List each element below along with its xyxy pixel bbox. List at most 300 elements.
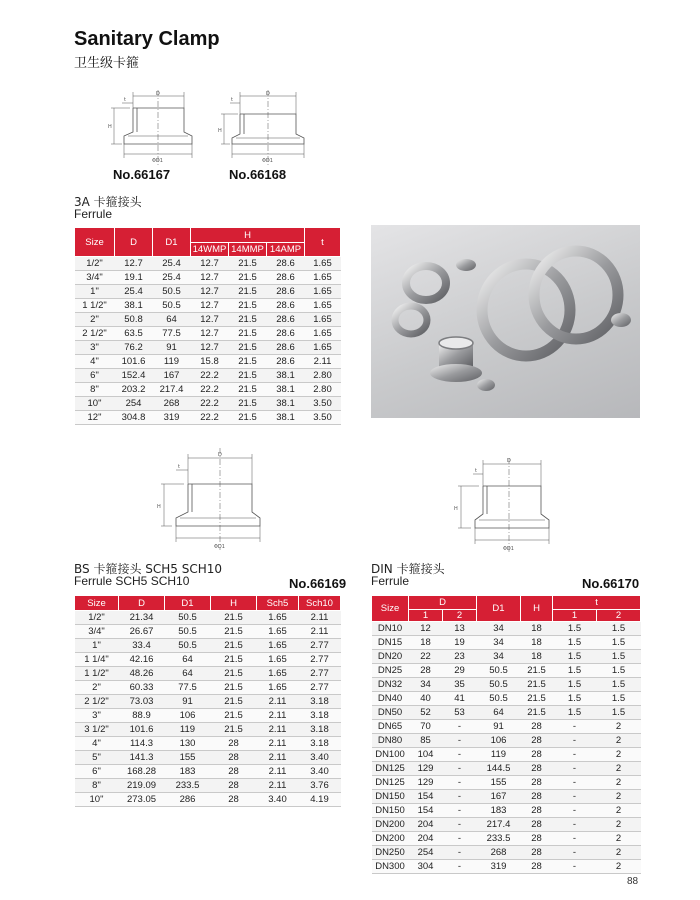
table-cell: 167: [153, 369, 191, 383]
table-cell: 1.65: [305, 271, 341, 285]
col-header-d1: D1: [477, 596, 521, 622]
dim-label-d1: ΦD1: [214, 544, 225, 550]
table-cell: 3.40: [257, 793, 299, 807]
table-cell: 2.11: [257, 751, 299, 765]
dim-label-t: t: [475, 468, 477, 474]
model-number-66170: No.66170: [582, 576, 640, 591]
table-cell: 1.65: [257, 653, 299, 667]
table-cell: 233.5: [165, 779, 211, 793]
table-cell: -: [443, 818, 477, 832]
table-cell: 1.65: [257, 625, 299, 639]
table-cell: 50.5: [165, 611, 211, 625]
table-cell: 21.5: [211, 681, 257, 695]
table-cell: 1.5: [597, 692, 641, 706]
table-cell: 144.5: [477, 762, 521, 776]
table-cell: 3 1/2": [75, 723, 119, 737]
table-cell: 91: [477, 720, 521, 734]
table-cell: 21.5: [229, 341, 267, 355]
section-din-title-cn: DIN 卡箍接头: [371, 562, 445, 576]
table-cell: 2.11: [305, 355, 341, 369]
dim-label-t: t: [124, 97, 126, 103]
table-cell: 12": [75, 411, 115, 425]
table-row: [75, 327, 341, 341]
table-cell: 19.1: [115, 271, 153, 285]
table-cell: 28: [211, 779, 257, 793]
table-cell: 3.18: [299, 709, 341, 723]
table-cell: 18: [521, 650, 553, 664]
dim-label-d: D: [156, 91, 160, 97]
dim-label-d1: ΦD1: [503, 546, 514, 552]
table-cell: 2: [597, 762, 641, 776]
col-header-h: H: [211, 596, 257, 611]
table-row: [75, 285, 341, 299]
table-cell: 50.5: [165, 625, 211, 639]
table-cell: 28.6: [267, 327, 305, 341]
table-cell: 19: [443, 636, 477, 650]
table-row: [75, 271, 341, 285]
table-cell: 91: [165, 695, 211, 709]
product-photo-illustration: [371, 225, 640, 418]
table-row: [75, 709, 341, 723]
table-row: [75, 681, 341, 695]
table-row: [372, 664, 641, 678]
table-cell: DN32: [372, 678, 409, 692]
table-cell: 155: [165, 751, 211, 765]
table-cell: 21.5: [211, 695, 257, 709]
table-row: [75, 299, 341, 313]
table-cell: 3.50: [305, 397, 341, 411]
table-cell: 53: [443, 706, 477, 720]
col-header-14mmp: 14MMP: [229, 243, 267, 257]
table-cell: 28.6: [267, 285, 305, 299]
table-cell: 21.5: [229, 355, 267, 369]
dim-label-d: D: [266, 91, 270, 97]
table-cell: 304: [409, 860, 443, 874]
table-cell: 77.5: [165, 681, 211, 695]
table-row: [75, 793, 341, 807]
table-cell: -: [553, 818, 597, 832]
table-cell: 1.5: [553, 692, 597, 706]
table-cell: 28: [409, 664, 443, 678]
table-row: [372, 776, 641, 790]
table-cell: 129: [409, 762, 443, 776]
table-cell: 35: [443, 678, 477, 692]
drawing-66170: [447, 456, 557, 556]
table-cell: 1.5: [597, 706, 641, 720]
table-cell: 64: [165, 667, 211, 681]
model-number-66169: No.66169: [289, 576, 347, 591]
table-cell: 1.5: [597, 650, 641, 664]
table-cell: 21.5: [229, 271, 267, 285]
table-cell: 4.19: [299, 793, 341, 807]
table-cell: 304.8: [115, 411, 153, 425]
col-header-t-1: 1: [553, 610, 597, 622]
table-cell: DN150: [372, 804, 409, 818]
col-header-14wmp: 14WMP: [191, 243, 229, 257]
table-row: [372, 650, 641, 664]
table-cell: -: [553, 832, 597, 846]
table-cell: 48.26: [119, 667, 165, 681]
table-cell: 2.11: [299, 625, 341, 639]
table-cell: -: [553, 720, 597, 734]
table-cell: -: [443, 734, 477, 748]
table-cell: 254: [115, 397, 153, 411]
page-subtitle: 卫生级卡箍: [74, 56, 140, 71]
table-cell: -: [553, 748, 597, 762]
table-cell: 204: [409, 832, 443, 846]
table-cell: 1": [75, 639, 119, 653]
table-cell: 22.2: [191, 383, 229, 397]
table-row: [372, 832, 641, 846]
section-din-title-en: Ferrule: [371, 574, 410, 588]
table-cell: 1 1/4": [75, 653, 119, 667]
table-cell: 2.11: [257, 723, 299, 737]
table-cell: 6": [75, 369, 115, 383]
table-cell: 219.09: [119, 779, 165, 793]
table-cell: 268: [153, 397, 191, 411]
dim-label-d: D: [507, 458, 511, 464]
table-cell: 183: [477, 804, 521, 818]
table-cell: 119: [165, 723, 211, 737]
table-cell: 168.28: [119, 765, 165, 779]
table-cell: 3": [75, 341, 115, 355]
table-cell: 21.5: [211, 709, 257, 723]
table-cell: 2.80: [305, 369, 341, 383]
table-cell: 64: [477, 706, 521, 720]
table-cell: 1/2": [75, 611, 119, 625]
table-cell: DN200: [372, 818, 409, 832]
table-cell: 21.5: [229, 313, 267, 327]
table-cell: 1.5: [553, 664, 597, 678]
table-cell: 8": [75, 779, 119, 793]
table-cell: -: [553, 804, 597, 818]
table-cell: 254: [409, 846, 443, 860]
table-cell: 64: [153, 313, 191, 327]
table-cell: 41: [443, 692, 477, 706]
table-row: [75, 667, 341, 681]
col-header-d: D: [119, 596, 165, 611]
table-row: [75, 369, 341, 383]
table-cell: DN125: [372, 776, 409, 790]
table-cell: 3.40: [299, 751, 341, 765]
table-cell: -: [553, 790, 597, 804]
table-cell: 130: [165, 737, 211, 751]
table-cell: 21.5: [229, 369, 267, 383]
table-cell: 28: [211, 751, 257, 765]
table-row: [75, 751, 341, 765]
table-cell: -: [443, 720, 477, 734]
table-cell: 3.50: [305, 411, 341, 425]
table-cell: 2.11: [257, 779, 299, 793]
col-header-h: H: [191, 228, 305, 243]
table-cell: DN100: [372, 748, 409, 762]
table-cell: 10": [75, 793, 119, 807]
table-cell: 152.4: [115, 369, 153, 383]
table-cell: 60.33: [119, 681, 165, 695]
table-cell: DN150: [372, 790, 409, 804]
table-cell: 319: [477, 860, 521, 874]
table-row: [75, 737, 341, 751]
table-row: [372, 860, 641, 874]
table-cell: 104: [409, 748, 443, 762]
table-cell: 119: [153, 355, 191, 369]
table-cell: 217.4: [153, 383, 191, 397]
table-cell: 2: [597, 720, 641, 734]
table-cell: 28: [521, 832, 553, 846]
col-header-t-2: 2: [597, 610, 641, 622]
table-cell: 28.6: [267, 355, 305, 369]
table-cell: 34: [477, 636, 521, 650]
table-cell: 1 1/2": [75, 667, 119, 681]
table-cell: 50.5: [165, 639, 211, 653]
dim-label-h: H: [108, 124, 112, 130]
table-cell: 2 1/2": [75, 327, 115, 341]
col-header-size: Size: [75, 596, 119, 611]
table-cell: 119: [477, 748, 521, 762]
table-cell: 18: [409, 636, 443, 650]
col-header-sch10: Sch10: [299, 596, 341, 611]
table-cell: 28: [521, 846, 553, 860]
table-row: [372, 720, 641, 734]
table-row: [75, 639, 341, 653]
table-cell: 25.4: [153, 271, 191, 285]
col-header-h: H: [521, 596, 553, 622]
col-header-14amp: 14AMP: [267, 243, 305, 257]
table-cell: -: [443, 762, 477, 776]
table-cell: 2.77: [299, 667, 341, 681]
table-cell: 1.5: [553, 650, 597, 664]
table-cell: 1.5: [597, 664, 641, 678]
table-row: [75, 723, 341, 737]
table-cell: 2: [597, 734, 641, 748]
table-row: [372, 622, 641, 636]
table-cell: 28.6: [267, 271, 305, 285]
table-row: [372, 790, 641, 804]
table-cell: 1.65: [257, 681, 299, 695]
table-cell: 28: [521, 748, 553, 762]
table-cell: 22: [409, 650, 443, 664]
col-header-sch5: Sch5: [257, 596, 299, 611]
table-bs-ferrule: [74, 595, 341, 807]
table-cell: 28: [521, 734, 553, 748]
table-cell: 28: [521, 860, 553, 874]
table-cell: 106: [477, 734, 521, 748]
table-cell: 28.6: [267, 313, 305, 327]
table-cell: 154: [409, 804, 443, 818]
dim-label-h: H: [157, 504, 161, 510]
table-cell: 38.1: [267, 369, 305, 383]
table-cell: 21.5: [521, 678, 553, 692]
table-cell: 1.65: [305, 285, 341, 299]
table-cell: DN200: [372, 832, 409, 846]
table-cell: 21.5: [521, 706, 553, 720]
table-cell: 183: [165, 765, 211, 779]
section-3a-title-en: Ferrule: [74, 207, 113, 221]
table-cell: 4": [75, 737, 119, 751]
table-cell: 63.5: [115, 327, 153, 341]
table-cell: 12.7: [191, 271, 229, 285]
table-cell: 21.5: [211, 653, 257, 667]
table-cell: -: [553, 734, 597, 748]
table-row: [372, 734, 641, 748]
table-cell: 50.8: [115, 313, 153, 327]
table-cell: 154: [409, 790, 443, 804]
table-row: [372, 678, 641, 692]
table-cell: 28: [521, 720, 553, 734]
table-cell: 2.77: [299, 681, 341, 695]
table-cell: 1.65: [305, 327, 341, 341]
table-cell: 21.5: [229, 411, 267, 425]
table-cell: 5": [75, 751, 119, 765]
table-row: [372, 692, 641, 706]
table-cell: 3.40: [299, 765, 341, 779]
table-cell: 12.7: [191, 341, 229, 355]
table-cell: DN65: [372, 720, 409, 734]
table-cell: 2.80: [305, 383, 341, 397]
table-cell: 10": [75, 397, 115, 411]
table-cell: 13: [443, 622, 477, 636]
table-cell: 38.1: [115, 299, 153, 313]
table-cell: 3/4": [75, 271, 115, 285]
model-number-66168: No.66168: [229, 167, 287, 182]
dim-label-h: H: [454, 506, 458, 512]
table-cell: 85: [409, 734, 443, 748]
table-cell: -: [553, 846, 597, 860]
table-cell: 233.5: [477, 832, 521, 846]
drawing-66167: [100, 86, 200, 168]
table-cell: DN10: [372, 622, 409, 636]
table-cell: 1.5: [597, 678, 641, 692]
table-cell: 12.7: [191, 285, 229, 299]
table-cell: 2.11: [257, 765, 299, 779]
table-row: [75, 355, 341, 369]
table-cell: 21.5: [211, 625, 257, 639]
table-cell: 2: [597, 790, 641, 804]
table-cell: 2": [75, 681, 119, 695]
table-cell: 21.5: [229, 257, 267, 271]
table-cell: 1.65: [257, 611, 299, 625]
table-cell: 268: [477, 846, 521, 860]
table-cell: 52: [409, 706, 443, 720]
table-cell: DN250: [372, 846, 409, 860]
table-cell: 29: [443, 664, 477, 678]
table-cell: -: [443, 846, 477, 860]
table-cell: 28: [521, 804, 553, 818]
table-cell: 28.6: [267, 299, 305, 313]
table-cell: DN300: [372, 860, 409, 874]
table-cell: 1.65: [257, 639, 299, 653]
table-row: [372, 804, 641, 818]
table-cell: DN50: [372, 706, 409, 720]
table-cell: -: [443, 776, 477, 790]
table-cell: 28: [211, 737, 257, 751]
table-cell: 1": [75, 285, 115, 299]
section-bs-title-en: Ferrule SCH5 SCH10: [74, 574, 190, 588]
table-cell: 28: [521, 762, 553, 776]
table-cell: 28: [521, 818, 553, 832]
table-cell: 21.5: [521, 692, 553, 706]
table-cell: 50.5: [153, 299, 191, 313]
table-cell: 1.65: [305, 313, 341, 327]
table-cell: -: [443, 804, 477, 818]
table-cell: 28: [521, 776, 553, 790]
table-cell: 1 1/2": [75, 299, 115, 313]
table-row: [372, 846, 641, 860]
table-cell: 167: [477, 790, 521, 804]
table-cell: 22.2: [191, 397, 229, 411]
table-cell: 50.5: [153, 285, 191, 299]
table-cell: 106: [165, 709, 211, 723]
table-cell: 3.18: [299, 695, 341, 709]
table-cell: 38.1: [267, 411, 305, 425]
table-cell: 91: [153, 341, 191, 355]
table-row: [372, 706, 641, 720]
table-row: [75, 653, 341, 667]
table-cell: 77.5: [153, 327, 191, 341]
table-cell: 34: [409, 678, 443, 692]
table-cell: 2.11: [257, 737, 299, 751]
dim-label-t: t: [231, 97, 233, 103]
table-cell: 28.6: [267, 257, 305, 271]
table-cell: 3": [75, 709, 119, 723]
table-cell: 2: [597, 846, 641, 860]
table-cell: DN40: [372, 692, 409, 706]
table-cell: 6": [75, 765, 119, 779]
table-cell: 2: [597, 804, 641, 818]
table-cell: 21.34: [119, 611, 165, 625]
table-cell: DN125: [372, 762, 409, 776]
table-cell: 12.7: [191, 299, 229, 313]
table-cell: 15.8: [191, 355, 229, 369]
table-cell: 64: [165, 653, 211, 667]
table-cell: 1.65: [257, 667, 299, 681]
drawing-66168: [216, 86, 316, 168]
table-cell: 141.3: [119, 751, 165, 765]
col-header-t: t: [553, 596, 641, 610]
col-header-d-1: 1: [409, 610, 443, 622]
col-header-size: Size: [372, 596, 409, 622]
table-cell: 73.03: [119, 695, 165, 709]
table-cell: 25.4: [115, 285, 153, 299]
table-cell: 12: [409, 622, 443, 636]
dim-label-t: t: [178, 464, 180, 470]
col-header-d1: D1: [165, 596, 211, 611]
table-cell: 28: [211, 793, 257, 807]
table-cell: 1.5: [553, 678, 597, 692]
table-cell: 2.11: [257, 695, 299, 709]
table-cell: -: [443, 832, 477, 846]
table-cell: 2: [597, 832, 641, 846]
table-cell: 2": [75, 313, 115, 327]
table-cell: 2.77: [299, 639, 341, 653]
dim-label-d: D: [218, 452, 222, 458]
table-cell: 3.18: [299, 737, 341, 751]
page-title: Sanitary Clamp: [74, 28, 220, 50]
table-cell: 204: [409, 818, 443, 832]
table-cell: 22.2: [191, 369, 229, 383]
col-header-t: t: [305, 228, 341, 257]
table-cell: 129: [409, 776, 443, 790]
table-cell: 42.16: [119, 653, 165, 667]
table-cell: 1.5: [553, 622, 597, 636]
table-cell: 21.5: [229, 299, 267, 313]
table-cell: 40: [409, 692, 443, 706]
table-row: [372, 762, 641, 776]
table-cell: 12.7: [191, 313, 229, 327]
table-cell: 1.5: [597, 622, 641, 636]
table-cell: 76.2: [115, 341, 153, 355]
table-cell: 25.4: [153, 257, 191, 271]
